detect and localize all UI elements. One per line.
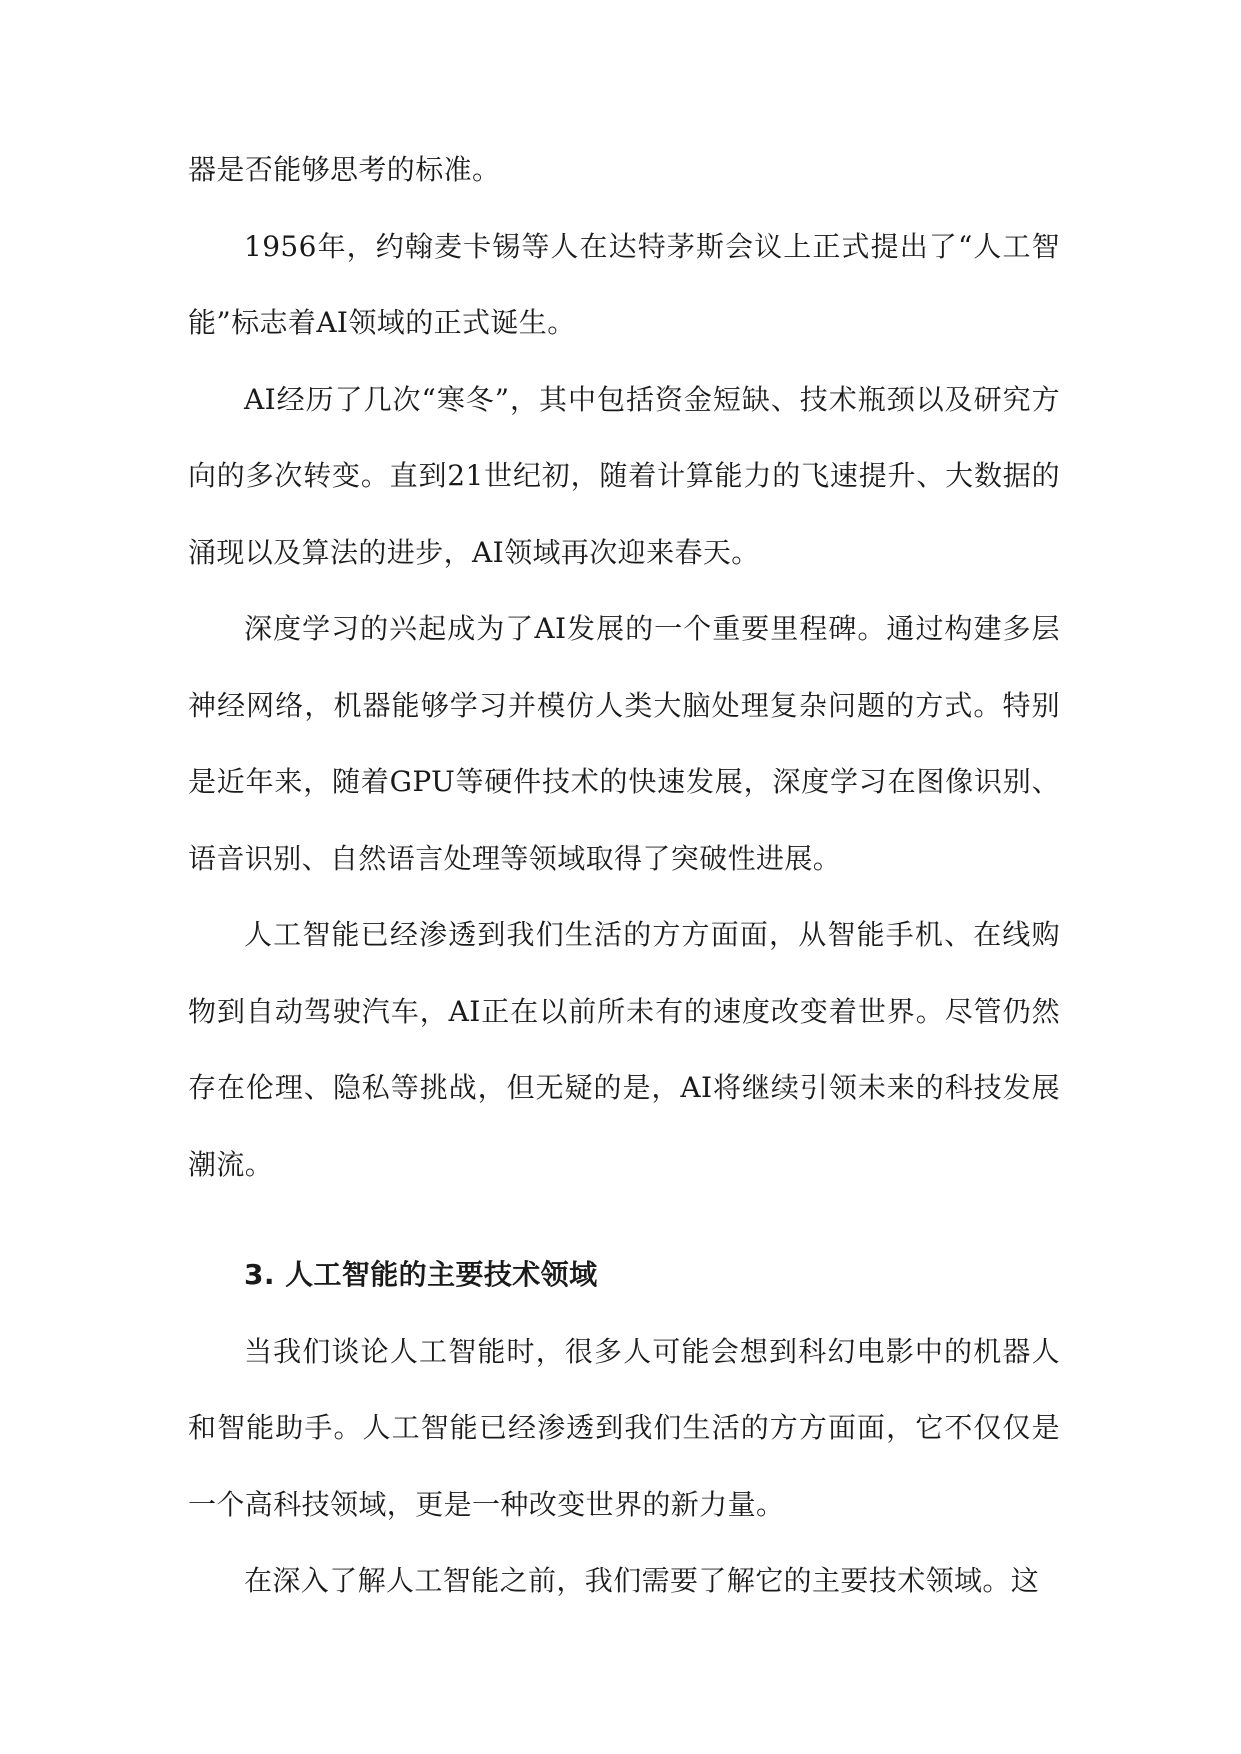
section-heading: 3. 人工智能的主要技术领域	[244, 1258, 598, 1291]
paragraph-technical-fields-intro: 在深入了解人工智能之前，我们需要了解它的主要技术领域。这	[244, 1564, 1040, 1597]
paragraph-continuation: 器是否能够思考的标准。	[188, 153, 501, 186]
paragraph-ai-winters: AI经历了几次“寒冬”，其中包括资金短缺、技术瓶颈以及研究方向的多次转变。直到21世纪初，随着计算能力的飞速提升、大数据的涌现以及算法的进步，AI领域再次迎来春天。	[188, 382, 1060, 569]
document-body	[188, 132, 1060, 1620]
paragraph-ai-everyday-life: 人工智能已经渗透到我们生活的方方面面，从智能手机、在线购物到自动驾驶汽车，AI正在以前所未有的速度改变着世界。尽管仍然存在伦理、隐私等挑战，但无疑的是，AI将继续引领未来的科技发展潮流。	[188, 918, 1060, 1181]
paragraph-ai-perception: 当我们谈论人工智能时，很多人可能会想到科幻电影中的机器人和智能助手。人工智能已经渗透到我们生活的方方面面，它不仅仅是一个高科技领域，更是一种改变世界的新力量。	[188, 1334, 1060, 1521]
paragraph-1956-dartmouth: 1956年，约翰麦卡锡等人在达特茅斯会议上正式提出了“人工智能”标志着AI领域的正式诞生。	[188, 229, 1060, 339]
paragraph-deep-learning: 深度学习的兴起成为了AI发展的一个重要里程碑。通过构建多层神经网络，机器能够学习并模仿人类大脑处理复杂问题的方式。特别是近年来，随着GPU等硬件技术的快速发展，深度学习在图像识别、语音识别、自然语言处理等领域取得了突破性进展。	[188, 612, 1060, 875]
